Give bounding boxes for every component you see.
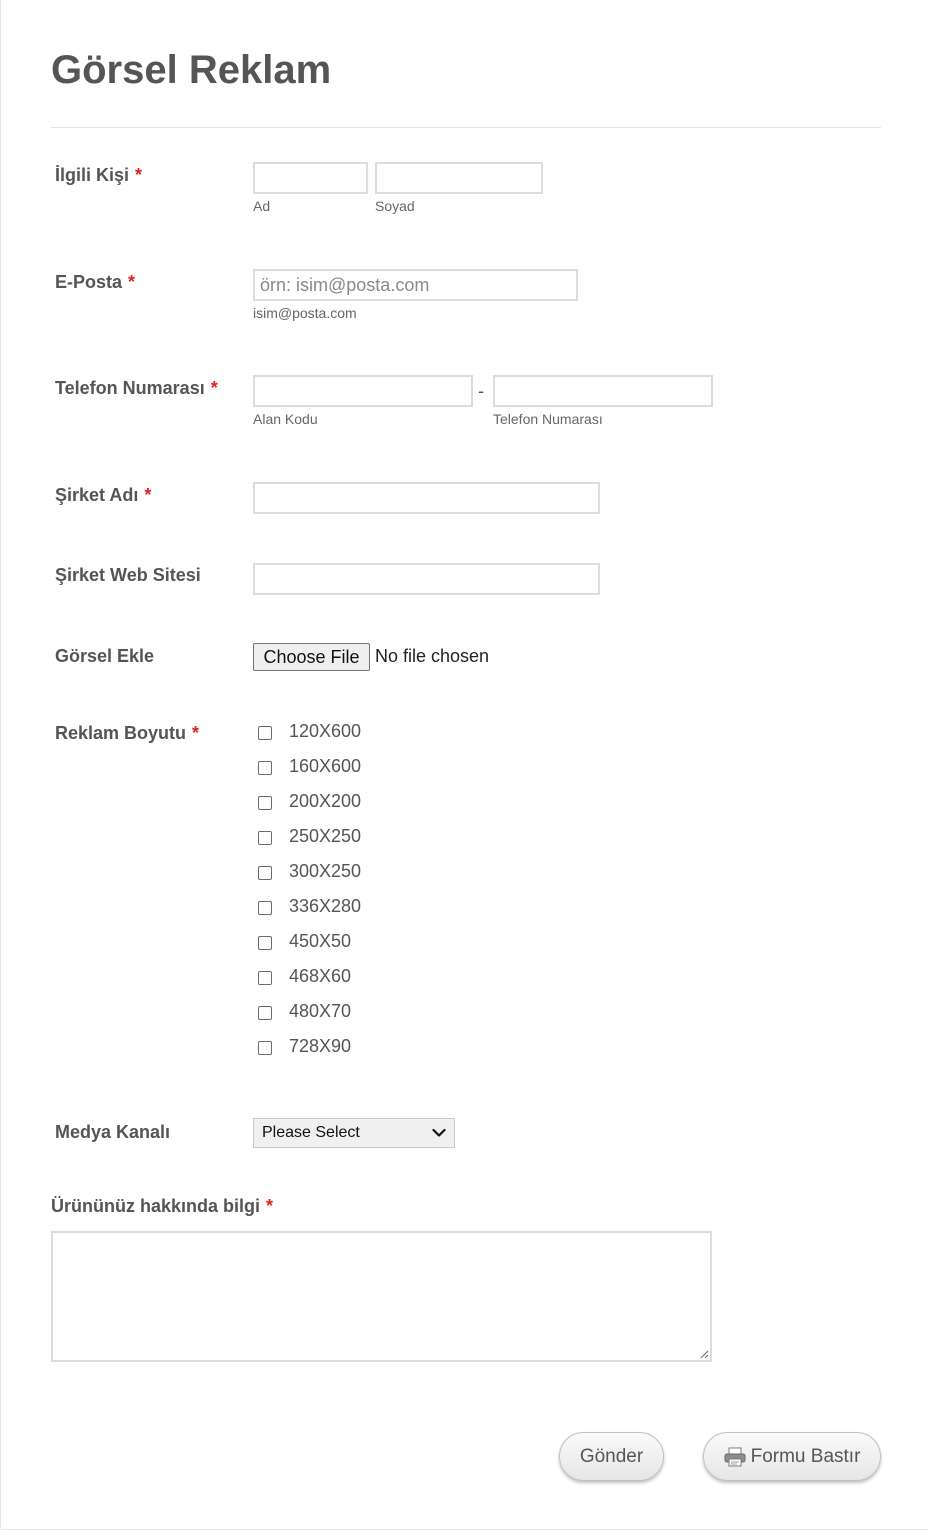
ad-size-option[interactable] — [258, 893, 361, 919]
ad-size-option[interactable] — [258, 963, 351, 989]
first-name-sublabel: Ad — [253, 198, 271, 214]
ad-size-label — [55, 723, 199, 744]
ad-size-option-label: 480X70 — [289, 1000, 352, 1021]
required-marker: * — [192, 723, 200, 743]
email-input[interactable] — [253, 269, 578, 301]
checkbox[interactable] — [258, 726, 272, 740]
product-info-label-text: Ürününüz hakkında bilgi — [51, 1196, 261, 1216]
choose-file-button[interactable]: Choose File — [253, 643, 370, 671]
media-channel-label-text: Medya Kanalı — [55, 1122, 171, 1142]
checkbox[interactable] — [258, 971, 272, 985]
image-upload-label — [55, 646, 154, 667]
ad-size-option-label: 728X90 — [289, 1035, 352, 1056]
media-channel-label — [55, 1122, 170, 1143]
checkbox[interactable] — [258, 761, 272, 775]
phone-number-input[interactable] — [493, 375, 713, 407]
chevron-down-icon — [432, 1128, 446, 1138]
company-name-label-text: Şirket Adı — [55, 485, 139, 505]
submit-button-label: Gönder — [579, 1445, 644, 1467]
required-marker: * — [128, 272, 136, 292]
title-divider — [51, 127, 881, 128]
ad-size-option-label: 250X250 — [289, 825, 362, 846]
print-form-button-label: Formu Bastır — [750, 1445, 861, 1467]
area-code-input[interactable] — [253, 375, 473, 407]
ad-size-option-label: 120X600 — [289, 720, 362, 741]
ad-size-option[interactable] — [258, 823, 361, 849]
ad-size-option-label: 300X250 — [289, 860, 362, 881]
email-label — [55, 272, 135, 293]
checkbox[interactable] — [258, 1006, 272, 1020]
file-status-text: No file chosen — [375, 646, 490, 666]
company-name-label — [55, 485, 151, 506]
resize-grip-icon[interactable] — [699, 1349, 709, 1359]
area-code-sublabel: Alan Kodu — [253, 411, 318, 427]
ad-size-option[interactable] — [258, 1033, 351, 1059]
first-name-input[interactable] — [253, 162, 368, 194]
ad-size-option[interactable] — [258, 718, 361, 744]
product-info-label — [51, 1196, 273, 1217]
checkbox[interactable] — [258, 936, 272, 950]
required-marker: * — [210, 378, 218, 398]
ad-size-option[interactable] — [258, 753, 361, 779]
print-form-button[interactable] — [703, 1432, 881, 1481]
ad-size-option[interactable] — [258, 928, 351, 954]
phone-separator: - — [478, 381, 484, 401]
contact-person-label-text: İlgili Kişi — [55, 165, 130, 185]
required-marker: * — [144, 485, 152, 505]
ad-size-option[interactable] — [258, 858, 361, 884]
ad-size-option[interactable] — [258, 788, 361, 814]
email-sublabel: isim@posta.com — [253, 305, 357, 321]
email-label-text: E-Posta — [55, 272, 123, 292]
phone-label — [55, 378, 218, 399]
ad-size-option-label: 450X50 — [289, 930, 352, 951]
ad-size-option-label: 336X280 — [289, 895, 362, 916]
product-info-textarea[interactable] — [51, 1231, 712, 1362]
last-name-input[interactable] — [375, 162, 543, 194]
company-website-label — [55, 565, 201, 586]
company-website-input[interactable] — [253, 563, 600, 595]
phone-number-sublabel: Telefon Numarası — [493, 411, 603, 427]
checkbox[interactable] — [258, 831, 272, 845]
media-channel-selected: Please Select — [262, 1124, 360, 1141]
phone-label-text: Telefon Numarası — [55, 378, 205, 398]
ad-size-option-label: 200X200 — [289, 790, 362, 811]
checkbox[interactable] — [258, 796, 272, 810]
last-name-sublabel: Soyad — [375, 198, 415, 214]
contact-person-label — [55, 165, 142, 186]
ad-size-option-label: 160X600 — [289, 755, 362, 776]
checkbox[interactable] — [258, 1041, 272, 1055]
image-upload-label-text: Görsel Ekle — [55, 646, 155, 666]
ad-size-option-label: 468X60 — [289, 965, 352, 986]
checkbox[interactable] — [258, 866, 272, 880]
checkbox[interactable] — [258, 901, 272, 915]
submit-button[interactable] — [559, 1432, 664, 1481]
printer-icon — [724, 1447, 746, 1467]
company-name-input[interactable] — [253, 482, 600, 514]
required-marker: * — [266, 1196, 274, 1216]
required-marker: * — [135, 165, 143, 185]
ad-size-option[interactable] — [258, 998, 351, 1024]
media-channel-select[interactable] — [253, 1118, 455, 1148]
company-website-label-text: Şirket Web Sitesi — [55, 565, 201, 585]
ad-size-label-text: Reklam Boyutu — [55, 723, 187, 743]
form-title: Görsel Reklam — [51, 48, 332, 92]
